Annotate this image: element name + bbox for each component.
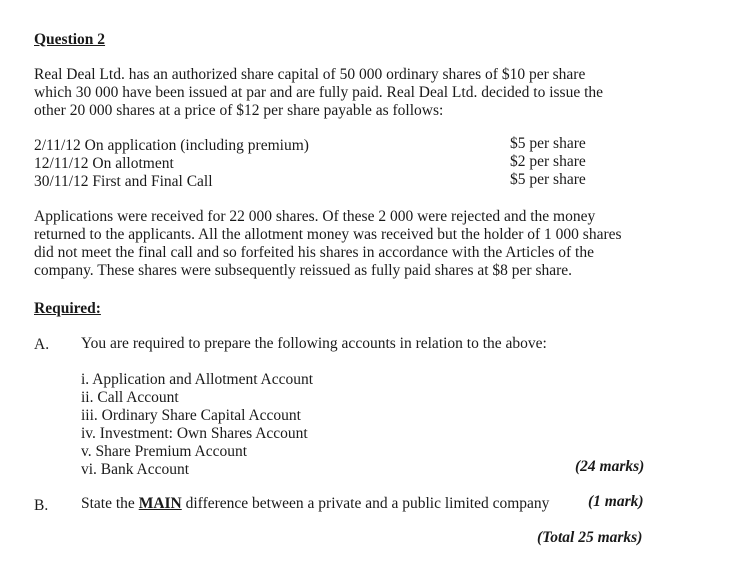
part-b-text-before: State the bbox=[81, 495, 139, 512]
list-item: i. Application and Allotment Account bbox=[81, 371, 314, 388]
part-a-instruction: You are required to prepare the following accounts in relation to the above: bbox=[81, 335, 547, 352]
details-line: company. These shares were subsequently reissued as fully paid shares at $8 per share. bbox=[34, 262, 573, 279]
schedule-amount: $5 per share bbox=[510, 135, 586, 152]
schedule-event: 30/11/12 First and Final Call bbox=[34, 173, 213, 190]
part-b-letter: B. bbox=[34, 497, 49, 514]
part-b-marks: (1 mark) bbox=[588, 493, 644, 510]
part-b-instruction bbox=[81, 495, 549, 513]
list-item: iii. Ordinary Share Capital Account bbox=[81, 407, 301, 424]
accounts-list bbox=[81, 371, 313, 479]
question-title: Question 2 bbox=[34, 31, 106, 48]
part-a-letter: A. bbox=[34, 336, 50, 353]
list-item: v. Share Premium Account bbox=[81, 443, 248, 460]
part-a-marks: (24 marks) bbox=[575, 458, 645, 475]
total-marks: (Total 25 marks) bbox=[537, 529, 643, 546]
schedule-event: 12/11/12 On allotment bbox=[34, 155, 174, 172]
schedule-event: 2/11/12 On application (including premium) bbox=[34, 137, 309, 154]
details-paragraph bbox=[34, 208, 644, 280]
intro-paragraph bbox=[34, 66, 644, 120]
schedule-amount: $2 per share bbox=[510, 153, 586, 170]
details-line: Applications were received for 22 000 shares. Of these 2 000 were rejected and the money bbox=[34, 208, 596, 225]
intro-line: other 20 000 shares at a price of $12 per share payable as follows: bbox=[34, 102, 444, 119]
intro-line: Real Deal Ltd. has an authorized share capital of 50 000 ordinary shares of $10 per share bbox=[34, 66, 586, 83]
part-b-emphasis: MAIN bbox=[138, 495, 182, 512]
intro-line: which 30 000 have been issued at par and are fully paid. Real Deal Ltd. decided to issue the bbox=[34, 84, 604, 101]
part-b-text-after: difference between a private and a public limited company bbox=[181, 495, 550, 512]
required-heading: Required: bbox=[34, 300, 101, 317]
schedule-amount: $5 per share bbox=[510, 171, 586, 188]
list-item: iv. Investment: Own Shares Account bbox=[81, 425, 308, 442]
list-item: ii. Call Account bbox=[81, 389, 179, 406]
list-item: vi. Bank Account bbox=[81, 461, 190, 478]
details-line: did not meet the final call and so forfeited his shares in accordance with the Articles of the bbox=[34, 244, 594, 261]
details-line: returned to the applicants. All the allotment money was received but the holder of 1 000 shares bbox=[34, 226, 622, 243]
